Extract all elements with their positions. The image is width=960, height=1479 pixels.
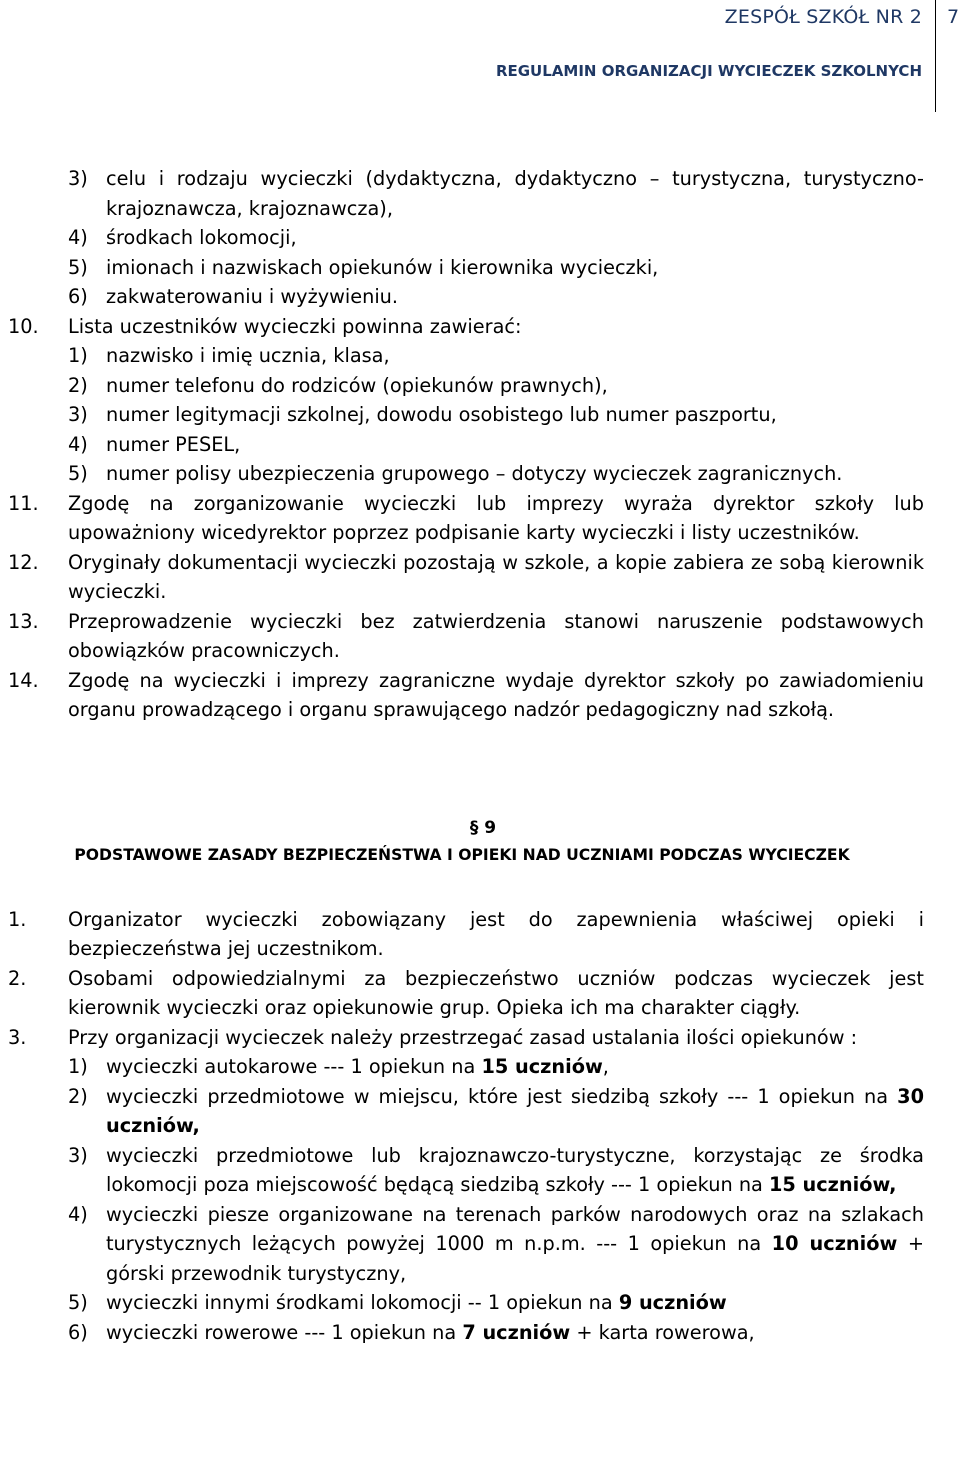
- list-item: [0, 1318, 960, 1348]
- list-item: [0, 282, 960, 312]
- item-bold-count: 15 uczniów: [481, 1055, 603, 1078]
- item-text-tail: ,: [602, 1055, 609, 1078]
- item-text: Zgodę na wycieczki i imprezy zagraniczne wydaje dyrektor szkoły po zawiadomieniu organu prowadzącego i organu sprawującego nadzór pedagogiczny nad szkołą.: [68, 668, 924, 721]
- item-number: 3): [68, 1143, 88, 1167]
- item-number: 2): [68, 373, 88, 397]
- list-item: [0, 1082, 960, 1141]
- header-school-name: ZESPÓŁ SZKÓŁ NR 2: [724, 6, 922, 28]
- list-item: [0, 1023, 960, 1053]
- list-item: [0, 312, 960, 342]
- item-number: 2): [68, 1084, 88, 1108]
- item-bold-count: 15 uczniów,: [768, 1173, 897, 1196]
- list-item: [0, 164, 960, 223]
- item-number: 14.: [8, 668, 39, 692]
- item-text-tail: + górski przewodnik turystyczny,: [106, 1232, 924, 1285]
- item-text: numer legitymacji szkolnej, dowodu osobistego lub numer paszportu,: [106, 403, 777, 426]
- item-text: Organizator wycieczki zobowiązany jest do zapewnienia właściwej opieki i bezpieczeństwa jej uczestnikom.: [68, 907, 924, 960]
- item-text: celu i rodzaju wycieczki (dydaktyczna, dydaktyczno – turystyczna, turystyczno- krajoznawcza, krajoznawcza),: [106, 167, 924, 220]
- item-number: 4): [68, 432, 88, 456]
- section-title: PODSTAWOWE ZASADY BEZPIECZEŃSTWA I OPIEKI NAD UCZNIAMI PODCZAS WYCIECZEK: [74, 845, 850, 864]
- item-number: 1.: [8, 907, 27, 931]
- list-item: [0, 459, 960, 489]
- item-text: wycieczki przedmiotowe w miejscu, które jest siedzibą szkoły --- 1 opiekun na: [106, 1084, 898, 1108]
- list-item: [0, 489, 960, 548]
- item-number: 5): [68, 462, 88, 485]
- list-item: [0, 964, 960, 1023]
- list-item: [0, 1141, 960, 1200]
- item-number: 2.: [8, 966, 27, 990]
- item-number: 11.: [8, 491, 39, 515]
- page-number: 7: [947, 6, 960, 28]
- item-number: 3): [68, 167, 88, 190]
- item-number: 1): [68, 1055, 88, 1078]
- item-number: 4): [68, 1202, 88, 1226]
- list-item: [0, 548, 960, 607]
- header-document-title: REGULAMIN ORGANIZACJI WYCIECZEK SZKOLNYCH: [495, 62, 922, 80]
- item-number: 5): [68, 1291, 88, 1314]
- list-item: [0, 666, 960, 725]
- list-item: [0, 223, 960, 253]
- list-item: [0, 341, 960, 371]
- item-bold-count: 10 uczniów: [771, 1232, 898, 1255]
- item-text: wycieczki piesze organizowane na terenach parków narodowych oraz na szlakach turystycznych leżących powyżej 1000 m n.p.m. --- 1 opiekun na: [106, 1202, 924, 1255]
- list-item: [0, 607, 960, 666]
- item-text: Oryginały dokumentacji wycieczki pozostają w szkole, a kopie zabiera ze sobą kierownik wycieczki.: [68, 550, 924, 603]
- item-number: 1): [68, 344, 88, 367]
- list-item: [0, 1288, 960, 1318]
- item-text: numer polisy ubezpieczenia grupowego – dotyczy wycieczek zagranicznych.: [106, 462, 843, 485]
- list-item: [0, 905, 960, 964]
- item-number: 4): [68, 226, 88, 249]
- item-number: 13.: [8, 609, 39, 633]
- item-number: 3): [68, 403, 88, 426]
- item-text: numer telefonu do rodziców (opiekunów prawnych),: [106, 373, 608, 397]
- list-item: [0, 400, 960, 430]
- item-number: 5): [68, 255, 88, 279]
- item-text: Osobami odpowiedzialnymi za bezpieczeństwo uczniów podczas wycieczek jest kierownik wycieczki oraz opiekunowie grup. Opieka ich ma charakter ciągły.: [68, 966, 924, 1019]
- item-bold-count: 9 uczniów: [618, 1291, 727, 1314]
- item-bold-count: 7 uczniów: [462, 1320, 571, 1344]
- item-text: wycieczki autokarowe --- 1 opiekun na: [106, 1055, 482, 1078]
- list-item: [0, 1052, 960, 1082]
- item-text: środkach lokomocji,: [106, 226, 297, 249]
- item-number: 3.: [8, 1025, 27, 1049]
- list-item: [0, 371, 960, 401]
- list-item: [0, 1200, 960, 1289]
- document-body: [0, 164, 960, 1347]
- item-text: Lista uczestników wycieczki powinna zawierać:: [68, 314, 522, 338]
- item-text: Zgodę na zorganizowanie wycieczki lub imprezy wyraża dyrektor szkoły lub upoważniony wicedyrektor poprzez podpisanie karty wycieczki i listy uczestników.: [68, 491, 924, 544]
- item-text: numer PESEL,: [106, 432, 241, 456]
- list-item: [0, 430, 960, 460]
- item-text: imionach i nazwiskach opiekunów i kierownika wycieczki,: [106, 255, 659, 279]
- item-number: 10.: [8, 314, 39, 338]
- item-text: wycieczki przedmiotowe lub krajoznawczo-turystyczne, korzystając ze środka lokomocji poza miejscowość będącą siedzibą szkoły --- 1 opiekun na: [106, 1143, 924, 1196]
- item-number: 6): [68, 285, 88, 308]
- item-text: wycieczki innymi środkami lokomocji -- 1 opiekun na: [106, 1291, 619, 1314]
- header-divider: [935, 0, 936, 112]
- item-text: wycieczki rowerowe --- 1 opiekun na: [106, 1320, 463, 1344]
- item-text: zakwaterowaniu i wyżywieniu.: [106, 285, 399, 308]
- item-number: 12.: [8, 550, 39, 574]
- item-text: nazwisko i imię ucznia, klasa,: [106, 344, 390, 367]
- item-text: Przeprowadzenie wycieczki bez zatwierdzenia stanowi naruszenie podstawowych obowiązków pracowniczych.: [68, 609, 924, 662]
- section-number: § 9: [469, 817, 497, 838]
- item-text-tail: + karta rowerowa,: [570, 1320, 755, 1344]
- item-number: 6): [68, 1320, 88, 1344]
- item-text: Przy organizacji wycieczek należy przestrzegać zasad ustalania ilości opiekunów :: [68, 1025, 858, 1049]
- list-item: [0, 253, 960, 283]
- item-bold-count: 30 uczniów,: [106, 1084, 924, 1137]
